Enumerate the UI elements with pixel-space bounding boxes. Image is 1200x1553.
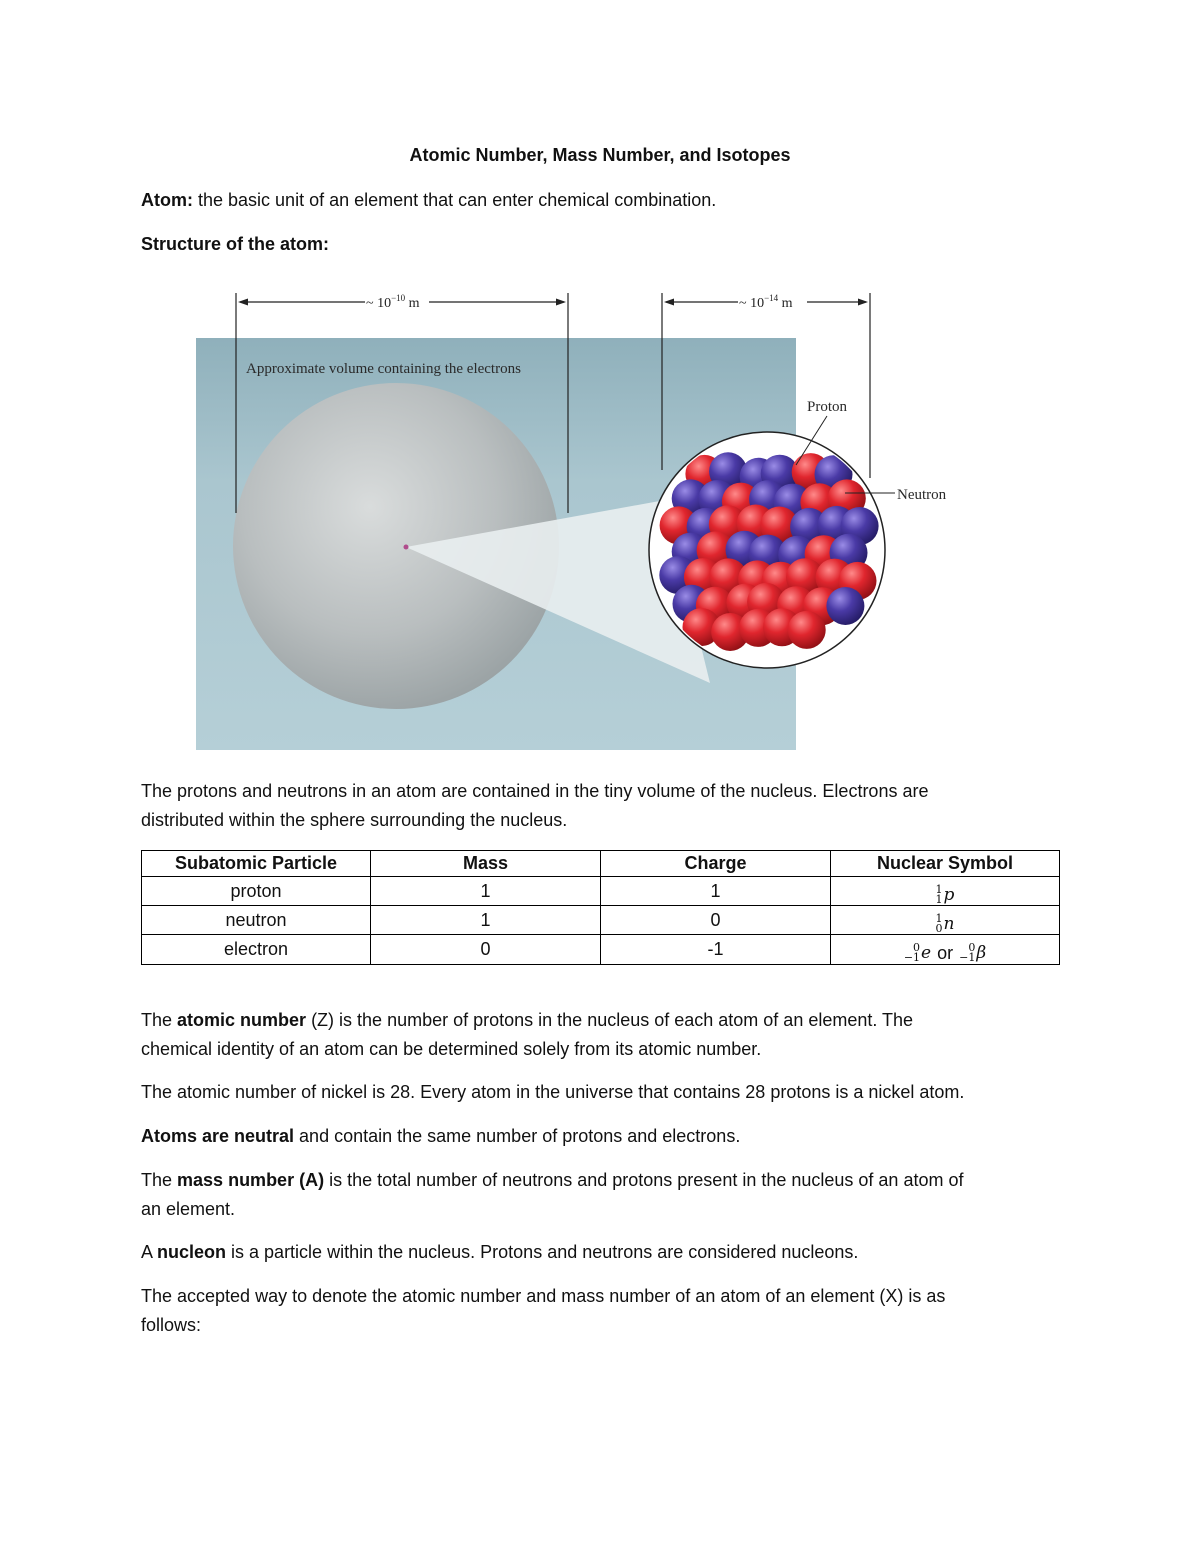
table-row xyxy=(142,877,1060,906)
nucleus-paragraph-line2: distributed within the sphere surrounding the nucleus. xyxy=(141,810,568,830)
proton-label: Proton xyxy=(807,399,848,415)
nucleus-paragraph-line1: The protons and neutrons in an atom are contained in the tiny volume of the nucleus. Electrons are xyxy=(141,781,929,801)
structure-heading-text: Structure of the atom: xyxy=(141,234,330,254)
proton-sphere xyxy=(788,611,826,649)
nucleus-cluster xyxy=(659,452,878,651)
neutron-sphere xyxy=(826,587,864,625)
neutral-term: Atoms are neutral xyxy=(141,1126,295,1146)
header-symbol: Nuclear Symbol xyxy=(831,851,1060,877)
mass-number-paragraph: The mass number (A) is the total number of neutrons and protons present in the nucleus of an atom of an element. xyxy=(141,1170,964,1219)
cell-particle: proton xyxy=(142,877,371,906)
cell-particle: electron xyxy=(142,935,371,965)
cell-particle: neutron xyxy=(142,906,371,935)
nucleon-paragraph: A nucleon is a particle within the nucleus. Protons and neutrons are considered nucleons. xyxy=(141,1242,859,1262)
cell-charge: 0 xyxy=(601,906,831,935)
neutron-label: Neutron xyxy=(897,487,947,503)
cell-symbol xyxy=(831,906,1060,935)
cell-charge: -1 xyxy=(601,935,831,965)
atom-definition-text: the basic unit of an element that can enter chemical combination. xyxy=(193,190,717,210)
nickel-paragraph: The atomic number of nickel is 28. Every atom in the universe that contains 28 protons is a nickel atom. xyxy=(141,1082,965,1102)
nuclear-symbol-electron: 0 −1 e or 0 −1 β xyxy=(903,941,987,964)
nucleus-paragraph xyxy=(141,777,1061,835)
mass-number-term: mass number (A) xyxy=(177,1170,325,1190)
cell-symbol xyxy=(831,877,1060,906)
header-mass: Mass xyxy=(371,851,601,877)
table-header-row xyxy=(142,851,1060,877)
atom-term: Atom: xyxy=(141,190,193,210)
nuclear-symbol-proton: 1 1 p xyxy=(935,883,955,906)
atomic-number-paragraph: The atomic number (Z) is the number of protons in the nucleus of each atom of an element. The chemical identity of an atom can be determined solely from its atomic number. xyxy=(141,1010,914,1059)
subatomic-particles-table xyxy=(141,850,1060,965)
scale-label-atom: ~ $10^{-10}$ m xyxy=(366,293,420,311)
cell-charge: 1 xyxy=(601,877,831,906)
neutral-paragraph: Atoms are neutral and contain the same number of protons and electrons. xyxy=(141,1126,741,1146)
denote-paragraph: The accepted way to denote the atomic number and mass number of an atom of an element (X) is as follows: xyxy=(141,1286,946,1335)
header-charge: Charge xyxy=(601,851,831,877)
nucleon-term: nucleon xyxy=(157,1242,227,1262)
page-title: Atomic Number, Mass Number, and Isotopes xyxy=(409,145,791,165)
cell-mass: 0 xyxy=(371,935,601,965)
cell-symbol xyxy=(831,935,1060,965)
cell-mass: 1 xyxy=(371,906,601,935)
structure-heading xyxy=(141,230,1061,259)
cell-mass: 1 xyxy=(371,877,601,906)
table-row xyxy=(142,906,1060,935)
nucleus-dot xyxy=(404,545,409,550)
table-row xyxy=(142,935,1060,965)
atomic-number-term: atomic number xyxy=(177,1010,307,1030)
electron-volume-label: Approximate volume containing the electrons xyxy=(246,361,521,377)
atom-definition xyxy=(141,186,1061,215)
header-particle: Subatomic Particle xyxy=(142,851,371,877)
nuclear-symbol-neutron: 1 0 n xyxy=(935,912,955,935)
atom-structure-figure xyxy=(195,288,965,753)
scale-label-nucleus: ~ $10^{-14}$ m xyxy=(739,293,793,311)
